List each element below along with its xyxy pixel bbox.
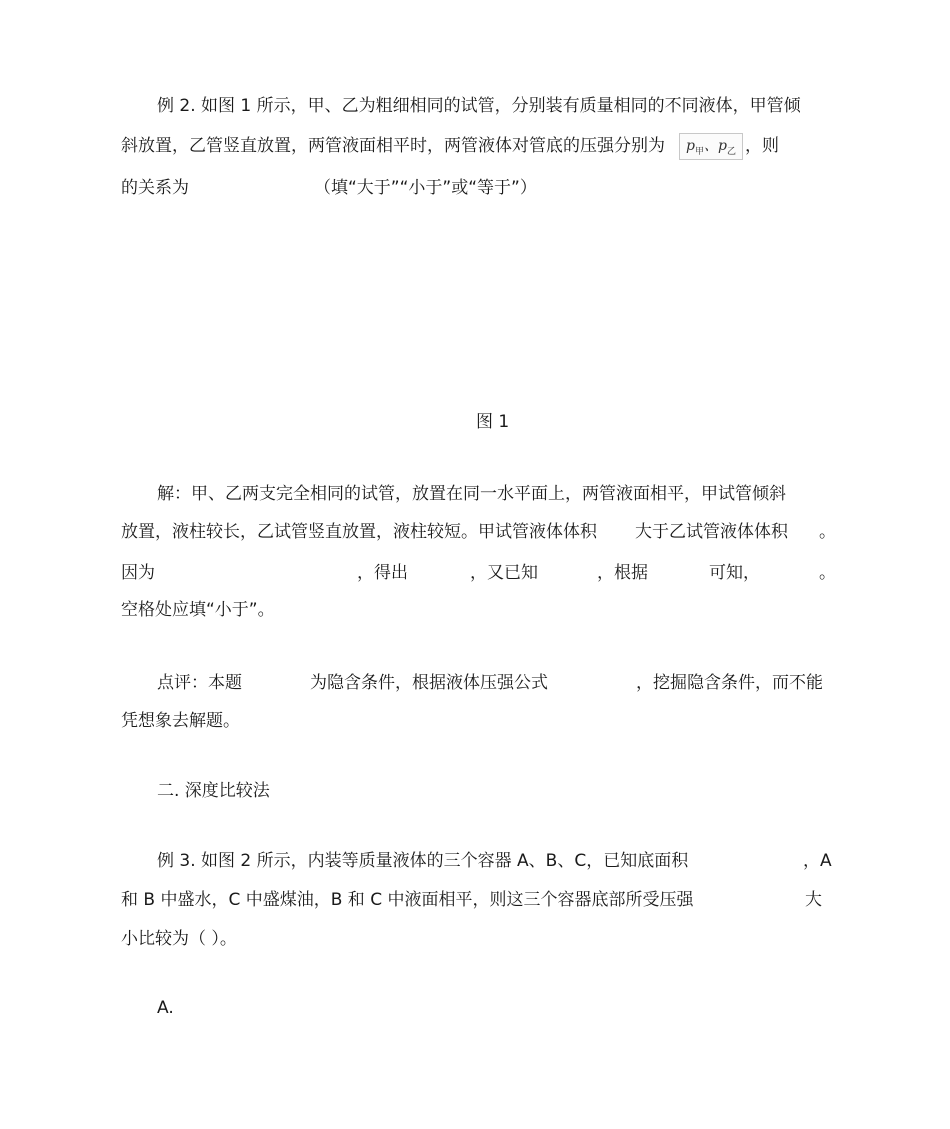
option-a: A. xyxy=(157,998,174,1018)
formula-p2: p xyxy=(718,138,727,154)
example3-line1-a: 例 3. 如图 2 所示，内装等质量液体的三个容器 A、B、C，已知底面积 xyxy=(157,851,689,871)
figure1-caption: 图 1 xyxy=(476,412,510,432)
comment-line1-b: 为隐含条件，根据液体压强公式 xyxy=(310,673,548,693)
solution-line3-c: ，又已知 xyxy=(470,563,538,583)
solution-line2-c: 。 xyxy=(819,522,836,542)
comment-line2: 凭想象去解题。 xyxy=(121,711,240,731)
section2-title: 二. 深度比较法 xyxy=(157,781,270,801)
example2-line2: 斜放置，乙管竖直放置，两管液面相平时，两管液体对管底的压强分别为 xyxy=(121,136,665,156)
example2-line3-b: （填“大于”“小于”或“等于”） xyxy=(314,178,537,198)
example2-line2-end: ，则 xyxy=(745,136,779,156)
formula-p1: p xyxy=(686,138,695,154)
example3-line1-b: ，A xyxy=(803,851,832,871)
solution-line2-b: 大于乙试管液体体积 xyxy=(635,522,788,542)
example3-line3: 小比较为（ ）。 xyxy=(121,929,237,949)
formula-sub-yi: 乙 xyxy=(726,146,736,157)
solution-line3-e: 可知， xyxy=(709,563,760,583)
solution-line1: 解：甲、乙两支完全相同的试管，放置在同一水平面上，两管液面相平，甲试管倾斜 xyxy=(157,484,786,504)
solution-line4: 空格处应填“小于”。 xyxy=(121,600,275,620)
formula-separator: 、 xyxy=(704,138,718,154)
example3-line2-b: 大 xyxy=(805,890,822,910)
example3-line2-a: 和 B 中盛水，C 中盛煤油，B 和 C 中液面相平，则这三个容器底部所受压强 xyxy=(121,890,694,910)
solution-line3-a: 因为 xyxy=(121,563,155,583)
solution-line2-a: 放置，液柱较长，乙试管竖直放置，液柱较短。甲试管液体体积 xyxy=(121,522,597,542)
comment-line1-a: 点评：本题 xyxy=(157,673,242,693)
example2-line3-a: 的关系为 xyxy=(121,178,189,198)
formula-sub-jia: 甲 xyxy=(694,146,704,157)
comment-line1-c: ，挖掘隐含条件，而不能 xyxy=(636,673,823,693)
solution-line3-d: ，根据 xyxy=(597,563,648,583)
solution-line3-f: 。 xyxy=(819,563,836,583)
solution-line3-b: ，得出 xyxy=(357,563,408,583)
example2-line1: 例 2. 如图 1 所示，甲、乙为粗细相同的试管，分别装有质量相同的不同液体，甲管倾 xyxy=(157,96,801,116)
pressure-formula-image xyxy=(679,133,743,160)
